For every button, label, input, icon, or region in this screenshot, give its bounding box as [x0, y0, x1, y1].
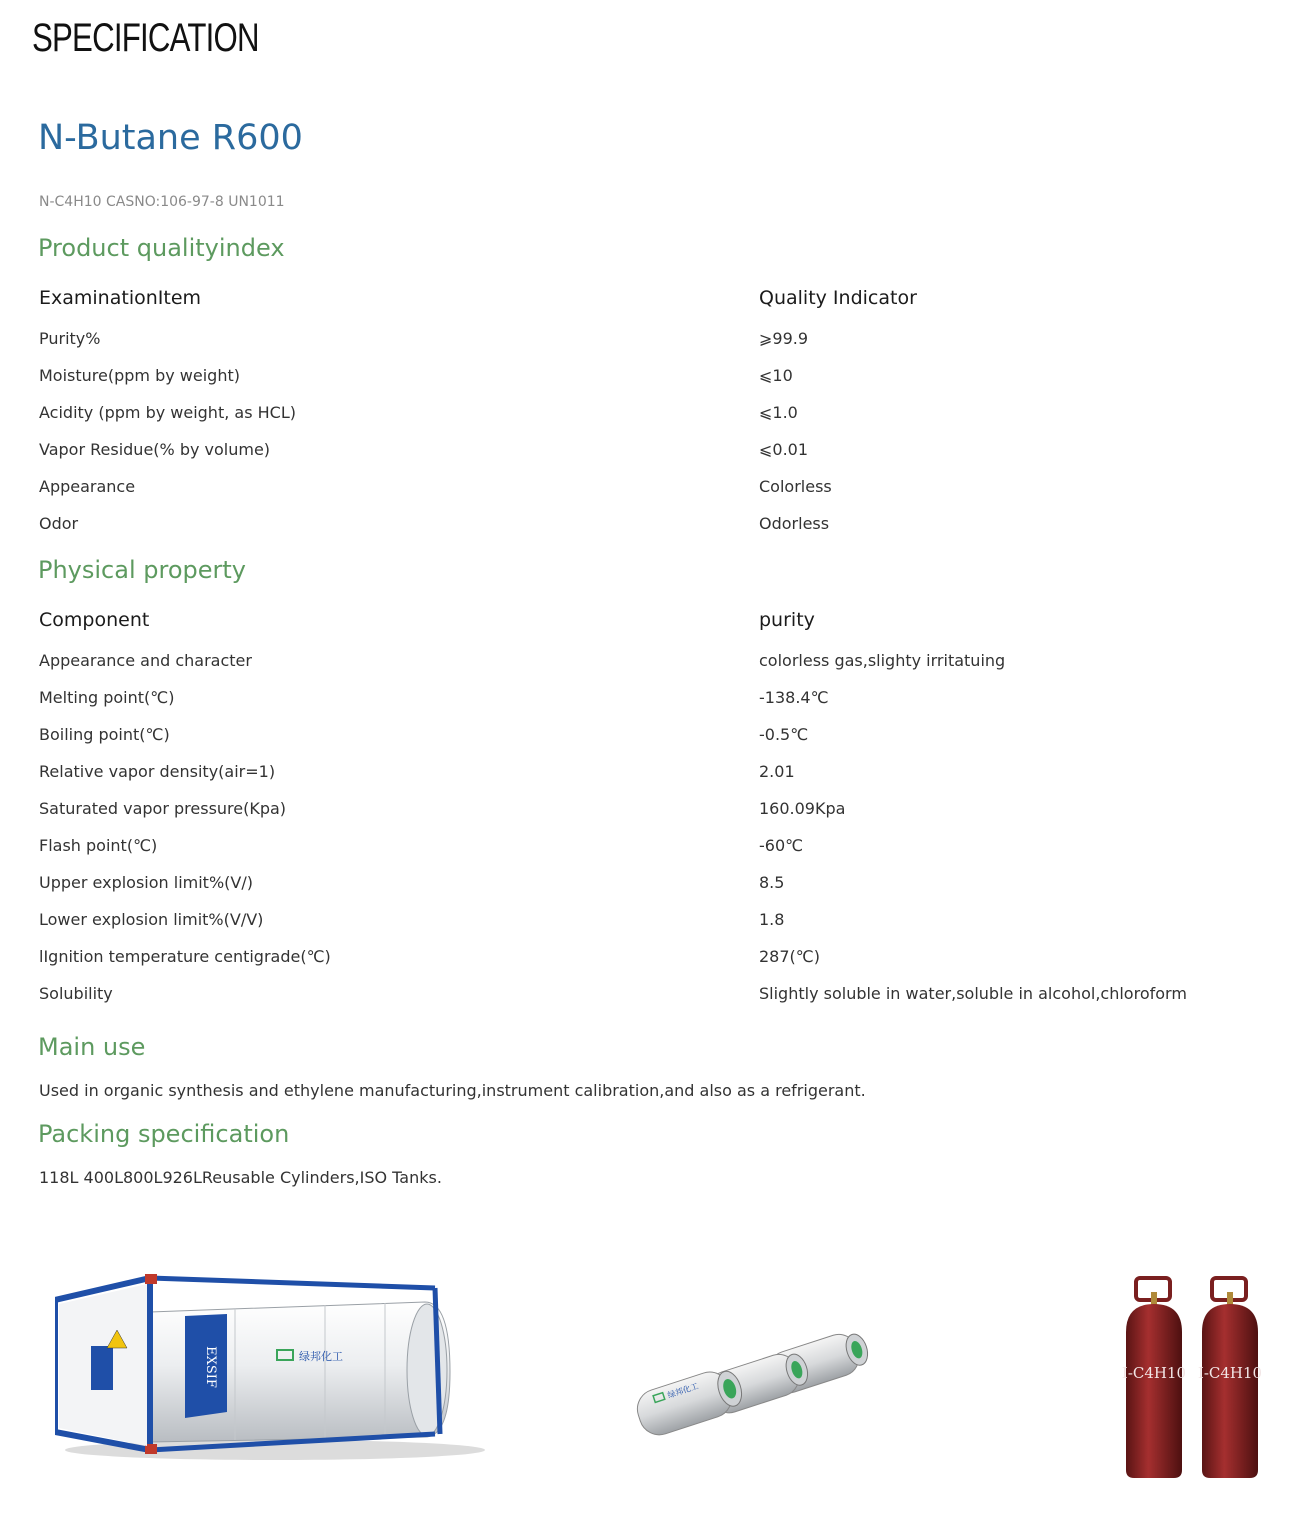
- row-value: 1.8: [759, 910, 785, 929]
- row-item: Appearance: [39, 477, 136, 496]
- row-value: 2.01: [759, 762, 795, 781]
- row-value: ⩽0.01: [759, 440, 809, 459]
- small-cylinders-image: [628, 1318, 888, 1438]
- table-row: [39, 514, 1259, 551]
- row-value: ⩽1.0: [759, 403, 798, 422]
- row-value: Colorless: [759, 477, 832, 496]
- table-row: [39, 947, 1259, 984]
- product-codes: N-C4H10 CASNO:106-97-8 UN1011: [39, 194, 285, 210]
- row-item: Upper explosion limit%(V/): [39, 873, 253, 892]
- quality-table-header: [39, 287, 1259, 329]
- red-cylinders-image: [1120, 1274, 1270, 1484]
- main-use-title: Main use: [38, 1033, 146, 1061]
- row-value: Odorless: [759, 514, 830, 533]
- row-value: 8.5: [759, 873, 785, 892]
- row-item: Flash point(℃): [39, 836, 158, 855]
- table-row: [39, 403, 1259, 440]
- row-item: Relative vapor density(air=1): [39, 762, 276, 781]
- main-use-text: Used in organic synthesis and ethylene manufacturing,instrument calibration,and also as a refrigerant.: [39, 1081, 866, 1100]
- table-row: [39, 910, 1259, 947]
- table-row: [39, 984, 1259, 1021]
- row-item: Boiling point(℃): [39, 725, 170, 744]
- row-value: ⩾99.9: [759, 329, 809, 348]
- physical-section-title: Physical property: [38, 556, 246, 584]
- table-row: [39, 366, 1259, 403]
- row-item: Melting point(℃): [39, 688, 175, 707]
- physical-table: [39, 609, 1259, 1021]
- row-item: Appearance and character: [39, 651, 252, 670]
- quality-table: [39, 287, 1259, 551]
- row-item: Moisture(ppm by weight): [39, 366, 240, 385]
- row-value: colorless gas,slighty irritatuing: [759, 651, 1006, 670]
- physical-table-header: [39, 609, 1259, 651]
- packing-title: Packing specification: [38, 1120, 290, 1148]
- row-item: lIgnition temperature centigrade(℃): [39, 947, 331, 966]
- row-item: Solubility: [39, 984, 113, 1003]
- row-item: Acidity (ppm by weight, as HCL): [39, 403, 296, 422]
- physical-header-component: Component: [39, 609, 150, 631]
- row-value: -138.4℃: [759, 688, 829, 707]
- table-row: [39, 329, 1259, 366]
- quality-header-indicator: Quality Indicator: [759, 287, 917, 309]
- row-value: 160.09Kpa: [759, 799, 846, 818]
- row-value: ⩽10: [759, 366, 793, 385]
- page-heading: SPECIFICATION: [32, 16, 259, 60]
- row-value: 287(℃): [759, 947, 820, 966]
- row-item: Odor: [39, 514, 79, 533]
- cylinder-brand-label: 绿邦化工: [666, 1381, 700, 1400]
- row-value: -60℃: [759, 836, 804, 855]
- red-cylinder-label-left: I-C4H10: [1121, 1364, 1187, 1382]
- product-title: N-Butane R600: [38, 118, 303, 158]
- physical-header-purity: purity: [759, 609, 815, 631]
- table-row: [39, 873, 1259, 910]
- table-row: [39, 477, 1259, 514]
- row-value: -0.5℃: [759, 725, 809, 744]
- quality-header-item: ExaminationItem: [39, 287, 202, 309]
- table-row: [39, 762, 1259, 799]
- tank-label-exsif: EXSIF: [203, 1346, 218, 1388]
- table-row: [39, 799, 1259, 836]
- quality-section-title: Product qualityindex: [38, 234, 285, 262]
- table-row: [39, 440, 1259, 477]
- row-item: Lower explosion limit%(V/V): [39, 910, 264, 929]
- red-cylinder-label-right: I-C4H10: [1197, 1364, 1263, 1382]
- table-row: [39, 725, 1259, 762]
- packing-text: 118L 400L800L926LReusable Cylinders,ISO Tanks.: [39, 1168, 442, 1187]
- row-value: Slightly soluble in water,soluble in alcohol,chloroform: [759, 984, 1187, 1003]
- iso-tank-image: [55, 1272, 485, 1462]
- tank-label-brand: 绿邦化工: [299, 1350, 343, 1363]
- row-item: Saturated vapor pressure(Kpa): [39, 799, 287, 818]
- table-row: [39, 651, 1259, 688]
- row-item: Vapor Residue(% by volume): [39, 440, 271, 459]
- row-item: Purity%: [39, 329, 101, 348]
- table-row: [39, 688, 1259, 725]
- table-row: [39, 836, 1259, 873]
